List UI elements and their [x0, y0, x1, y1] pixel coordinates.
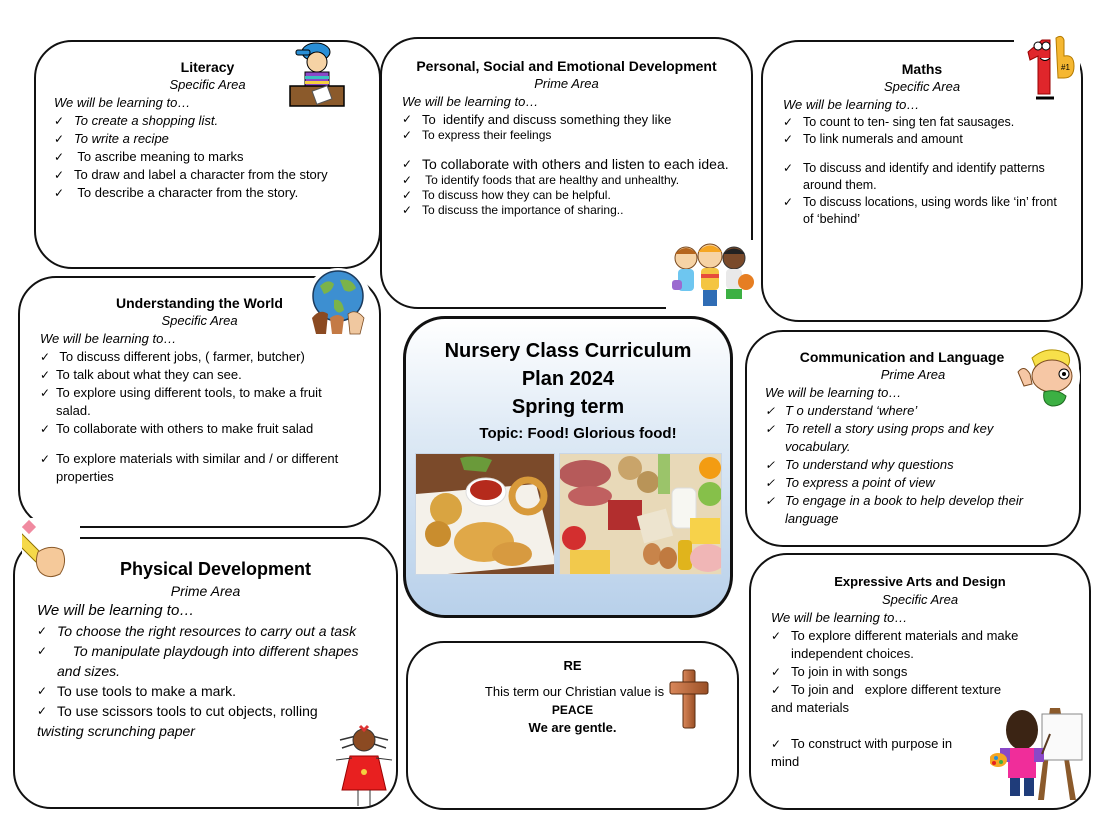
list-item: ✓ To discuss different jobs, ( farmer, butcher) — [40, 349, 305, 364]
area-label: Prime Area — [170, 583, 241, 599]
check-icon: ✓ — [771, 737, 782, 751]
check-icon: ✓ — [765, 458, 776, 472]
list-item: ✓ To create a shopping list. — [54, 113, 219, 128]
list-item: ✓ To collaborate with others to make fruit salad — [40, 421, 314, 436]
area-label: Prime Area — [534, 76, 599, 91]
list-item: ✓ To join in with songs — [771, 664, 908, 679]
list-item: ✓ To discuss and identify and identify patterns around them. — [783, 161, 1045, 192]
girl-red-dress-icon — [332, 722, 394, 808]
intro-text: We will be learning to… — [54, 95, 191, 110]
check-icon: ✓ — [783, 132, 794, 146]
area-label: Specific Area — [883, 79, 961, 94]
intro-text: We will be learning to… — [37, 602, 195, 619]
list-item: ✓ To express their feelings — [402, 128, 552, 142]
check-icon: ✓ — [402, 188, 413, 202]
check-icon: ✓ — [54, 132, 65, 146]
list-item: ✓ To explore different materials and make independent choices. — [771, 628, 1019, 661]
list-item: ✓ To link numerals and amount — [783, 132, 963, 146]
check-icon: ✓ — [54, 150, 65, 164]
check-icon: ✓ — [40, 452, 51, 466]
check-icon: ✓ — [402, 128, 413, 142]
check-icon: ✓ — [771, 665, 782, 679]
boy-writing-icon — [288, 42, 346, 108]
list-item: ✓ To describe a character from the story. — [54, 185, 299, 200]
list-item-continuation: and materials — [771, 700, 850, 715]
list-item: ✓ To retell a story using props and key vocabulary. — [765, 421, 994, 454]
check-icon: ✓ — [783, 195, 794, 209]
check-icon: ✓ — [765, 494, 776, 508]
check-icon: ✓ — [771, 683, 782, 697]
check-icon: ✓ — [771, 629, 782, 643]
area-label: Prime Area — [880, 367, 946, 382]
list-item: ✓ To join and explore different texture — [771, 682, 1002, 697]
girl-painting-icon — [990, 704, 1086, 804]
mixed-food-photo — [559, 453, 722, 575]
area-label: Specific Area — [881, 592, 959, 607]
pencil-hand-icon — [22, 518, 80, 582]
list-item: ✓ To engage in a book to help develop their language — [765, 493, 1024, 526]
list-item: ✓ To discuss locations, using words like ‘in’ front of ‘behind’ — [783, 195, 1057, 226]
list-item: ✓ To identify foods that are healthy and unhealthy. — [402, 173, 680, 187]
intro-text: We will be learning to… — [783, 97, 920, 112]
term-label: Spring term — [511, 396, 625, 418]
list-item: ✓ To identify and discuss something they like — [402, 112, 672, 127]
check-icon: ✓ — [54, 186, 65, 200]
list-item: ✓ To discuss how they can be helpful. — [402, 188, 611, 202]
children-walking-icon — [666, 240, 756, 318]
check-icon: ✓ — [402, 173, 413, 187]
list-item: ✓ To use tools to make a mark. — [37, 683, 236, 699]
svg-text:#1: #1 — [1061, 63, 1070, 72]
check-icon: ✓ — [40, 422, 51, 436]
list-item: ✓ To draw and label a character from the story — [54, 167, 328, 182]
curriculum-title-panel — [403, 316, 733, 618]
list-item: ✓ To explore materials with similar and / or different properties — [40, 451, 339, 484]
area-label: Specific Area — [169, 77, 246, 92]
area-label: Specific Area — [161, 313, 238, 328]
check-icon: ✓ — [783, 161, 794, 175]
check-icon: ✓ — [402, 203, 413, 217]
list-item: ✓ To manipulate playdough into different shapes and sizes. — [37, 643, 363, 679]
panel-title: Understanding the World — [116, 295, 283, 311]
globe-hands-icon — [304, 268, 372, 336]
value-intro: This term our Christian value is — [484, 684, 665, 699]
intro-text: We will be learning to… — [771, 610, 908, 625]
list-item: ✓ To discuss the importance of sharing.. — [402, 203, 624, 217]
topic-label: Topic: Food! Glorious food! — [479, 425, 677, 442]
plan-title-line1: Nursery Class Curriculum — [444, 340, 692, 362]
fried-food-photo — [415, 453, 555, 575]
check-icon: ✓ — [765, 476, 776, 490]
check-icon: ✓ — [37, 644, 48, 658]
check-icon: ✓ — [37, 684, 48, 698]
panel-title: Expressive Arts and Design — [834, 574, 1006, 589]
list-item: ✓ To talk about what they can see. — [40, 367, 242, 382]
intro-text: We will be learning to… — [765, 385, 902, 400]
check-icon: ✓ — [402, 157, 413, 171]
list-item: ✓ To ascribe meaning to marks — [54, 149, 244, 164]
intro-text: We will be learning to… — [402, 94, 539, 109]
check-icon: ✓ — [40, 350, 51, 364]
list-item: ✓ To use scissors tools to cut objects, rolling — [37, 703, 318, 719]
christian-value: PEACE — [551, 703, 594, 717]
list-item-continuation: twisting scrunching paper — [37, 723, 195, 739]
number-one-mascot-icon — [1014, 32, 1080, 104]
panel-title: Literacy — [180, 59, 235, 75]
panel-title: Communication and Language — [799, 349, 1005, 365]
list-item: ✓ To write a recipe — [54, 131, 169, 146]
check-icon: ✓ — [402, 112, 413, 126]
list-item: ✓ To understand why questions — [765, 457, 954, 472]
value-statement: We are gentle. — [528, 720, 617, 735]
panel-title: Maths — [901, 61, 943, 77]
panel-title: Personal, Social and Emotional Development — [416, 58, 717, 74]
check-icon: ✓ — [54, 114, 65, 128]
intro-text: We will be learning to… — [40, 331, 177, 346]
panel-title: Physical Development — [119, 559, 312, 579]
check-icon: ✓ — [37, 704, 48, 718]
check-icon: ✓ — [765, 422, 776, 436]
check-icon: ✓ — [765, 404, 776, 418]
boy-listening-icon — [1014, 344, 1080, 410]
cross-icon — [668, 668, 710, 730]
list-item: ✓ To express a point of view — [765, 475, 935, 490]
list-item-continuation: mind — [771, 754, 800, 769]
list-item: ✓ To choose the right resources to carry out a task — [37, 623, 357, 639]
list-item: ✓ To construct with purpose in — [771, 736, 953, 751]
check-icon: ✓ — [54, 168, 65, 182]
list-item: ✓ To count to ten- sing ten fat sausages. — [783, 115, 1015, 129]
plan-title-line2: Plan 2024 — [521, 368, 615, 390]
list-item: ✓ To explore using different tools, to make a fruit salad. — [40, 385, 322, 418]
panel-title: RE — [563, 658, 582, 673]
list-item: ✓ T o understand ‘where’ — [765, 403, 918, 418]
check-icon: ✓ — [783, 115, 794, 129]
check-icon: ✓ — [40, 368, 51, 382]
list-item: ✓ To collaborate with others and listen to each idea. — [402, 156, 729, 172]
check-icon: ✓ — [40, 386, 51, 400]
check-icon: ✓ — [37, 624, 48, 638]
